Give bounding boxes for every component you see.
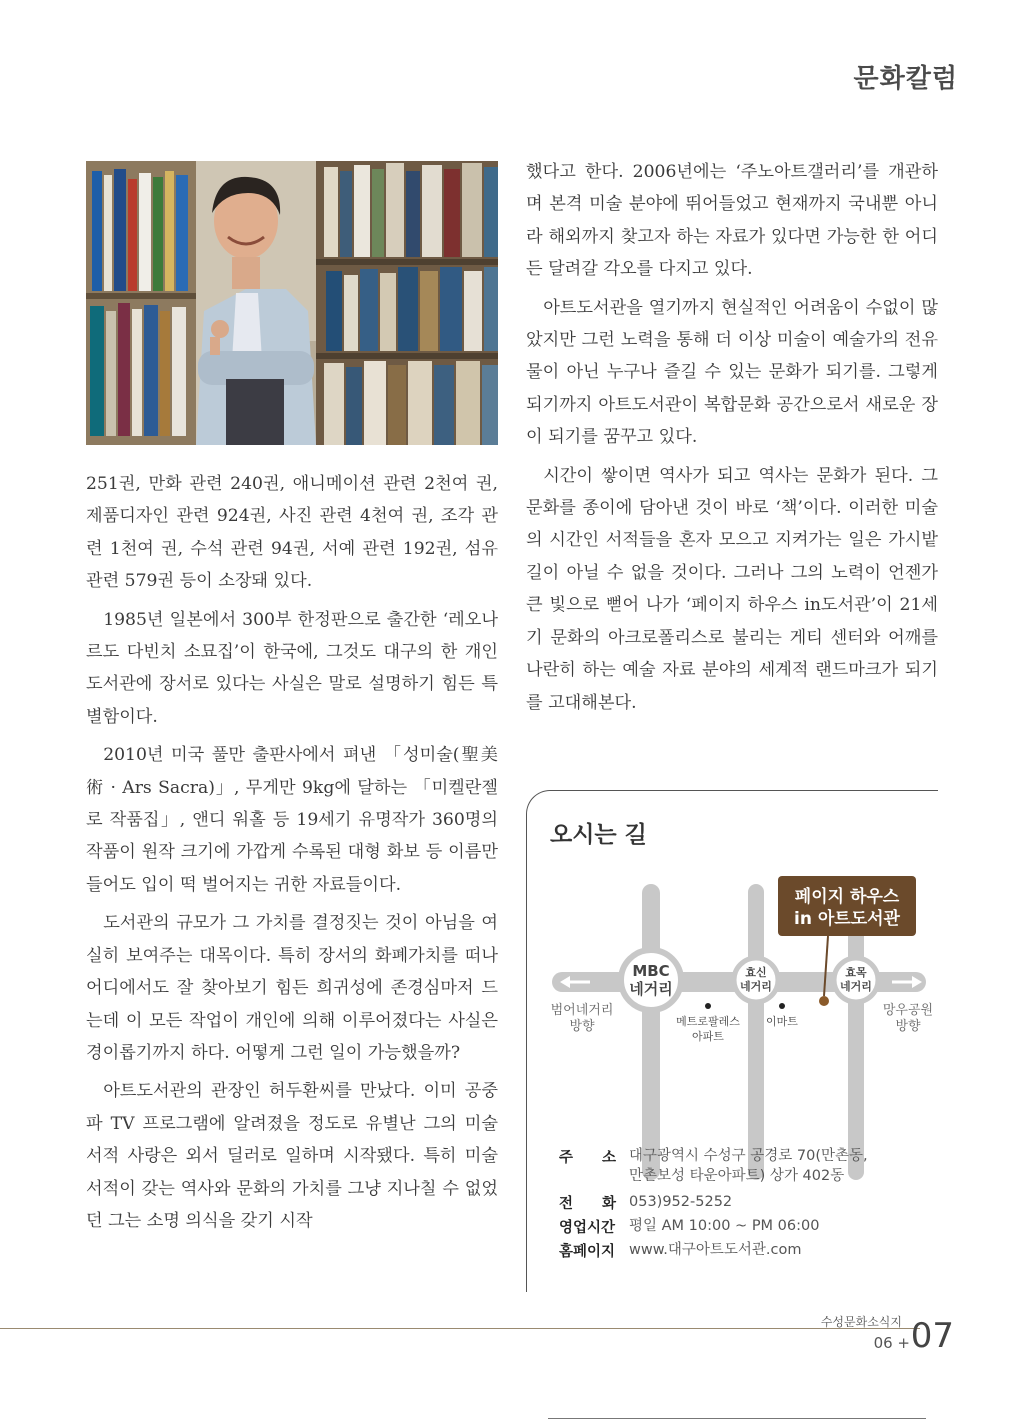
paragraph: 아트도서관의 관장인 허두환씨를 만났다. 이미 공중파 TV 프로그램에 알려졌을 정도로 유별난 그의 미술 서적 사랑은 외서 딜러로 일하며 시작됐다. 특히 미술 서적이 갖는 역사와 문화의 가치를 그냥 지나칠 수 없었던 그는 소명 의식을 갖기 시작 — [86, 1081, 498, 1231]
paragraph: 1985년 일본에서 300부 한정판으로 출간한 ‘레오나르도 다빈치 소묘집’이 한국에, 그것도 대구의 한 개인 도서관에 장서로 있다는 사실은 말로 설명하기 힘든 특별함이다. — [86, 609, 498, 727]
address-value-2: 만촌보성 타운아파트) 상가 402동 — [629, 1168, 845, 1184]
phone-row — [559, 1192, 929, 1213]
section-title: 문화칼럼 — [853, 64, 958, 94]
directions-title: 오시는 길 — [550, 822, 647, 848]
librarian-photo — [86, 161, 498, 445]
issue-number: 06 + — [873, 1334, 910, 1352]
paragraph: 도서관의 규모가 그 가치를 결정짓는 것이 아님을 여실히 보여주는 대목이다. 특히 장서의 화폐가치를 떠나 어디에서도 잘 찾아보기 힘든 희귀성에 존경심마저 드는데 이 모든 작업이 개인에 의해 이루어졌다는 사실은 경이롭기까지 하다. 어떻게 그런 일이 가능했을까? — [86, 913, 498, 1063]
article-right-column — [526, 156, 938, 725]
metro-palace-label-2: 아파트 — [692, 1030, 724, 1043]
hours-label: 영업시간 — [559, 1220, 616, 1236]
homepage-link[interactable]: www.대구아트도서관.com — [629, 1242, 802, 1258]
paragraph: 아트도서관을 열기까지 현실적인 어려움이 수없이 많았지만 그런 노력을 통해 더 이상 미술이 예술가의 전유물이 아닌 누구나 즐길 수 있는 문화가 되기를. 그렇게 되기까지 아트도서관이 복합문화 공간으로서 새로운 장이 되기를 꿈꾸고 있다. — [526, 297, 938, 448]
right-direction-label-2: 방향 — [895, 1019, 921, 1034]
hours-row — [559, 1216, 929, 1237]
emart-marker-icon — [779, 1003, 785, 1009]
hyomok-label-2: 네거리 — [840, 980, 872, 993]
homepage-label: 홈페이지 — [559, 1244, 616, 1260]
phone-label: 전 화 — [559, 1196, 617, 1212]
paragraph: 했다고 한다. 2006년에는 ‘주노아트갤러리’를 개관하며 본격 미술 분야에 뛰어들었고 현재까지 국내뿐 아니라 해외까지 찾고자 하는 자료가 있다면 가능한 한 어디든 달려갈 각오를 다지고 있다. — [526, 162, 938, 280]
address-row — [559, 1146, 929, 1186]
destination-name-1: 페이지 하우스 — [794, 887, 900, 907]
article-left-column — [86, 468, 498, 1243]
road-vertical-1 — [642, 884, 660, 1180]
address-value-1: 대구광역시 수성구 공경로 70(만촌동, — [629, 1148, 868, 1164]
hours-value: 평일 AM 10:00 ~ PM 06:00 — [629, 1218, 820, 1234]
footer-divider — [0, 1328, 920, 1329]
magazine-name: 수성문화소식지 — [820, 1315, 902, 1329]
metro-palace-label-1: 메트로팔레스 — [676, 1015, 740, 1028]
destination-marker-icon — [819, 996, 829, 1006]
paragraph: 2010년 미국 풀만 출판사에서 펴낸 「성미술(聖美術 · Ars Sacra)」, 무게만 9kg에 달하는 「미켈란젤로 작품집」, 앤디 워홀 등 19세기 유명작가 360명의 작품이 원작 크기에 가깝게 수록된 대형 화보 등 이름만 들어도 입이 떡 벌어지는 귀한 자료들이다. — [86, 745, 498, 895]
left-direction-label-2: 방향 — [569, 1019, 595, 1034]
homepage-row — [559, 1240, 929, 1261]
right-direction-label-1: 망우공원 — [882, 1003, 934, 1018]
mbc-label-1: MBC — [632, 962, 670, 980]
metro-palace-marker-icon — [705, 1003, 711, 1009]
phone-value: 053)952-5252 — [629, 1194, 733, 1210]
paragraph: 251권, 만화 관련 240권, 애니메이션 관련 2천여 권, 제품디자인 관련 924권, 사진 관련 4천여 권, 조각 관련 1천여 권, 수석 관련 94권, 서예 관련 192권, 섬유 관련 579권 등이 소장돼 있다. — [86, 474, 498, 592]
hyosin-label-1: 효신 — [745, 966, 767, 979]
left-direction-label-1: 범어네거리 — [550, 1003, 614, 1018]
mbc-label-2: 네거리 — [629, 980, 673, 998]
directions-box — [526, 790, 938, 1292]
address-label: 주 소 — [559, 1150, 617, 1166]
road-vertical-2 — [748, 884, 764, 1180]
page-number: 07 — [910, 1316, 954, 1356]
destination-name-2: in 아트도서관 — [794, 909, 900, 929]
emart-label: 이마트 — [766, 1015, 798, 1028]
hyosin-label-2: 네거리 — [740, 980, 772, 993]
hyomok-label-1: 효목 — [845, 966, 867, 979]
paragraph: 시간이 쌓이면 역사가 되고 역사는 문화가 된다. 그 문화를 종이에 담아낸 것이 바로 ‘책’이다. 이러한 미술의 시간인 서적들을 혼자 모으고 지켜가는 일은 가시밭길이 아닐 수 없을 것이다. 그러나 그의 노력이 언젠가 큰 빛으로 뻗어 나가 ‘페이지 하우스 in도서관’이 21세기 문화의 아크로폴리스로 불리는 게티 센터와 어깨를 나란히 하는 예술 자료 분야의 세계적 랜드마크가 되기를 고대해본다. — [526, 465, 938, 713]
